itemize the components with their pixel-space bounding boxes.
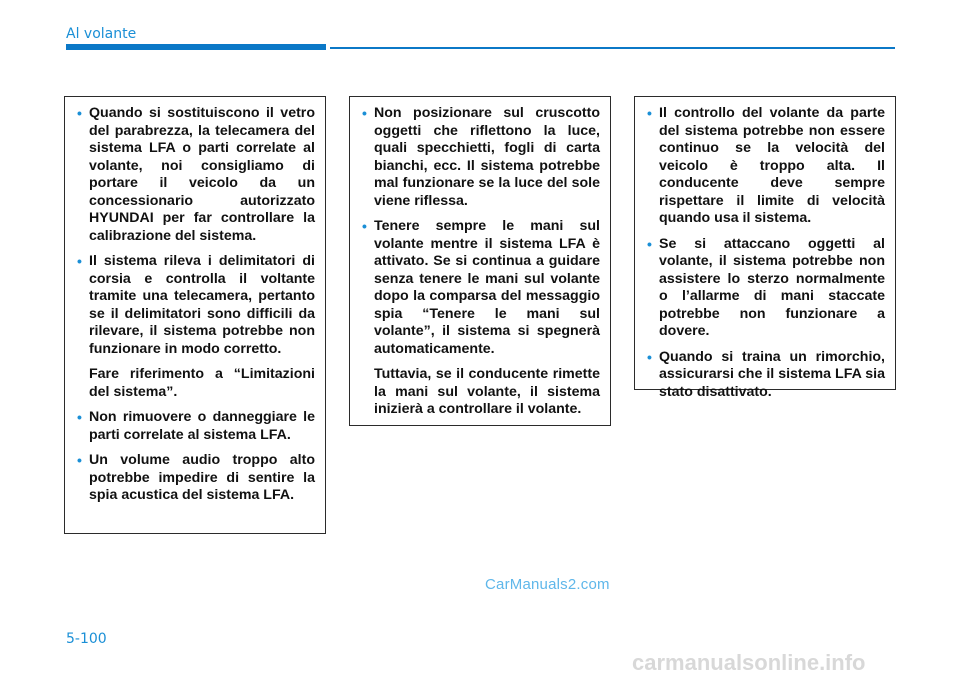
caution-box-3 <box>634 96 896 400</box>
header-rule-thick <box>66 44 326 50</box>
bullet-icon: • <box>647 235 652 252</box>
bullet-item: • Non rimuovere o danneggiare le parti correlate al sistema LFA. <box>77 409 315 443</box>
bullet-note: Fare riferimento a “Limitazioni del sistema”. <box>89 366 315 400</box>
caution-box-1 <box>64 96 326 534</box>
bullet-item: • Tenere sempre le mani sul volante mentre il sistema LFA è attivato. Se si continua a guidare senza tenere le mani sul volante dopo la comparsa del messaggio spia “Tenere le mani sul volante”, il sistema si spegnerà automaticamente. Tuttavia, se il conducente rimette la mani sul volante, il sistema inizierà a controllare il volante. <box>362 218 600 417</box>
bullet-item: • Il controllo del volante da parte del sistema potrebbe non essere continuo se la velocità del veicolo è troppo alta. Il conducente deve sempre rispettare il limite di velocità quando usa il sistema. <box>647 105 885 226</box>
page-number: 5-100 <box>66 631 107 647</box>
bullet-icon: • <box>77 253 82 269</box>
bullet-note: Tuttavia, se il conducente rimette la mani sul volante, il sistema inizierà a controllare il volante. <box>374 366 600 417</box>
header-rule-thin <box>330 47 895 49</box>
bullet-item: • Quando si sostituiscono il vetro del parabrezza, la telecamera del sistema LFA o parti correlate al volante, noi consigliamo di portare il veicolo da un concessionario autorizzato HYUNDAI per far controllare la calibrazione del sistema. <box>77 105 315 244</box>
watermark-link[interactable]: CarManuals2.com <box>485 576 610 593</box>
bullet-icon: • <box>647 105 652 121</box>
bullet-item: • Il sistema rileva i delimitatori di corsia e controlla il voltante tramite una telecamera, pertanto se il delimitatori sono difficili da rilevare, il sistema potrebbe non funzionare in modo corretto. Fare riferimento a “Limitazioni del sistema”. <box>77 253 315 400</box>
bullet-icon: • <box>362 105 367 121</box>
bullet-icon: • <box>77 409 82 425</box>
bullet-icon: • <box>647 348 652 365</box>
bullet-item: • Un volume audio troppo alto potrebbe impedire di sentire la spia acustica del sistema LFA. <box>77 452 315 503</box>
bullet-item: • Quando si traina un rimorchio, assicurarsi che il sistema LFA sia stato disattivato. <box>647 348 885 400</box>
caution-box-2 <box>349 96 611 426</box>
section-title: Al volante <box>66 26 137 42</box>
bullet-icon: • <box>77 452 82 468</box>
watermark-footer: carmanualsonline.info <box>632 650 866 675</box>
bullet-item: • Se si attaccano oggetti al volante, il sistema potrebbe non assistere lo sterzo normalmente o l’allarme di mani staccate potrebbe non funzionare a dovere. <box>647 235 885 339</box>
bullet-item: • Non posizionare sul cruscotto oggetti che riflettono la luce, quali specchietti, fogli di carta bianchi, ecc. Il sistema potrebbe mal funzionare se la luce del sole viene riflessa. <box>362 105 600 209</box>
bullet-icon: • <box>77 105 82 121</box>
bullet-icon: • <box>362 218 367 234</box>
